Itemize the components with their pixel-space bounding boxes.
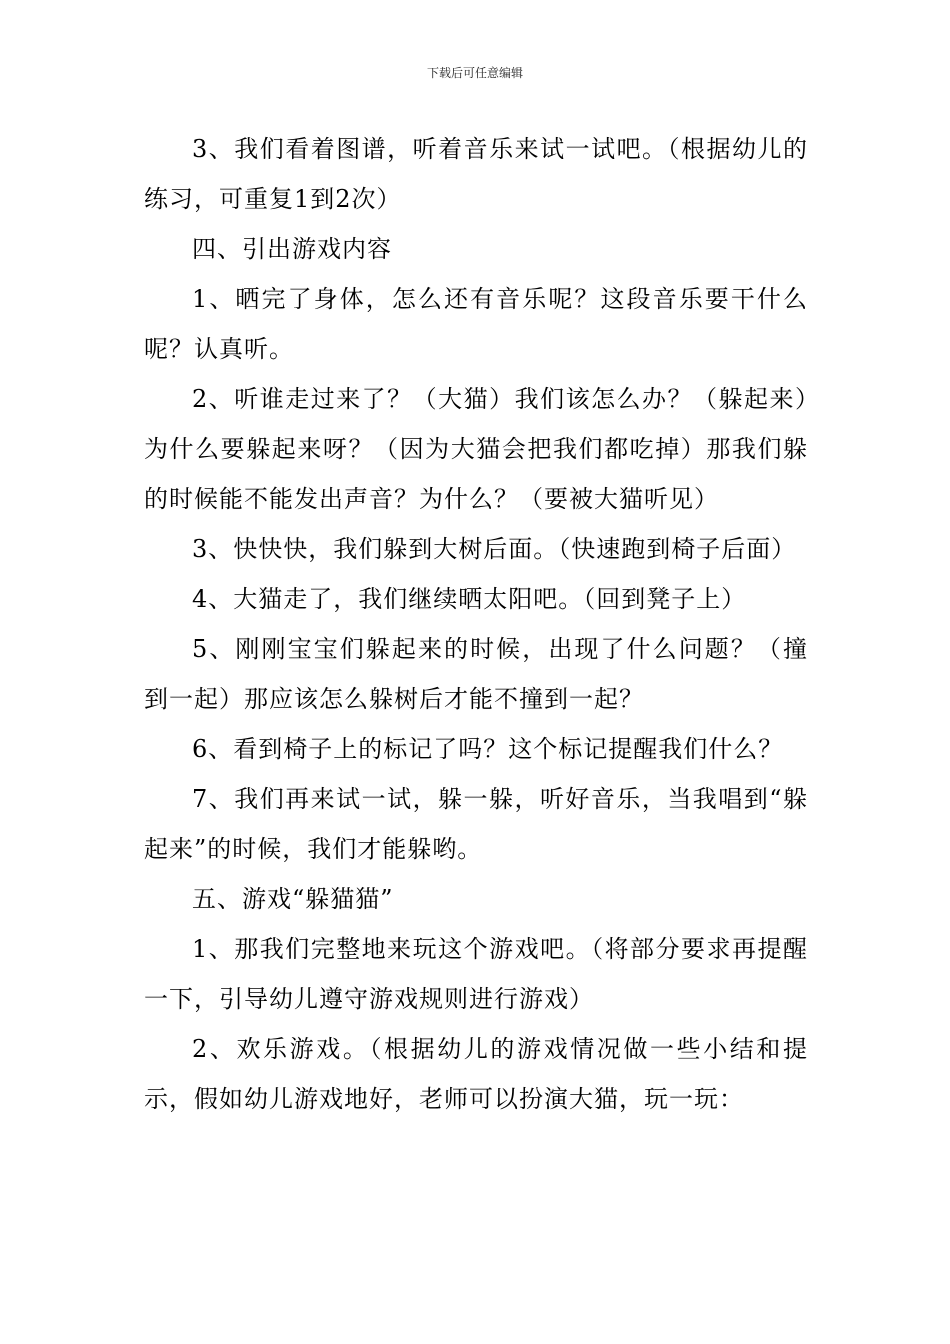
paragraph: 3、我们看着图谱，听着音乐来试一试吧。（根据幼儿的练习，可重复1到2次） bbox=[144, 135, 808, 213]
document-body bbox=[144, 124, 808, 1124]
paragraph: 6、看到椅子上的标记了吗？这个标记提醒我们什么？ bbox=[192, 735, 784, 763]
paragraph: 4、大猫走了，我们继续晒太阳吧。（回到凳子上） bbox=[192, 585, 747, 613]
section-heading: 五、游戏“躲猫猫” bbox=[192, 885, 394, 913]
page-header: 下载后可任意编辑 bbox=[426, 66, 523, 80]
paragraph: 7、我们再来试一试，躲一躲，听好音乐，当我唱到“躲起来”的时候，我们才能躲哟。 bbox=[144, 785, 808, 863]
paragraph: 3、快快快，我们躲到大树后面。（快速跑到椅子后面） bbox=[192, 535, 797, 563]
paragraph: 2、欢乐游戏。（根据幼儿的游戏情况做一些小结和提示，假如幼儿游戏地好，老师可以扮演大猫，玩一玩： bbox=[144, 1035, 808, 1113]
paragraph: 5、刚刚宝宝们躲起来的时候，出现了什么问题？（撞到一起）那应该怎么躲树后才能不撞到一起？ bbox=[144, 635, 808, 713]
section-heading: 四、引出游戏内容 bbox=[192, 235, 392, 263]
paragraph: 2、听谁走过来了？（大猫）我们该怎么办？（躲起来）为什么要躲起来呀？（因为大猫会把我们都吃掉）那我们躲的时候能不能发出声音？为什么？（要被大猫听见） bbox=[144, 385, 808, 513]
paragraph: 1、晒完了身体，怎么还有音乐呢？这段音乐要干什么呢？认真听。 bbox=[144, 285, 808, 363]
paragraph: 1、那我们完整地来玩这个游戏吧。（将部分要求再提醒一下，引导幼儿遵守游戏规则进行游戏） bbox=[144, 935, 808, 1013]
